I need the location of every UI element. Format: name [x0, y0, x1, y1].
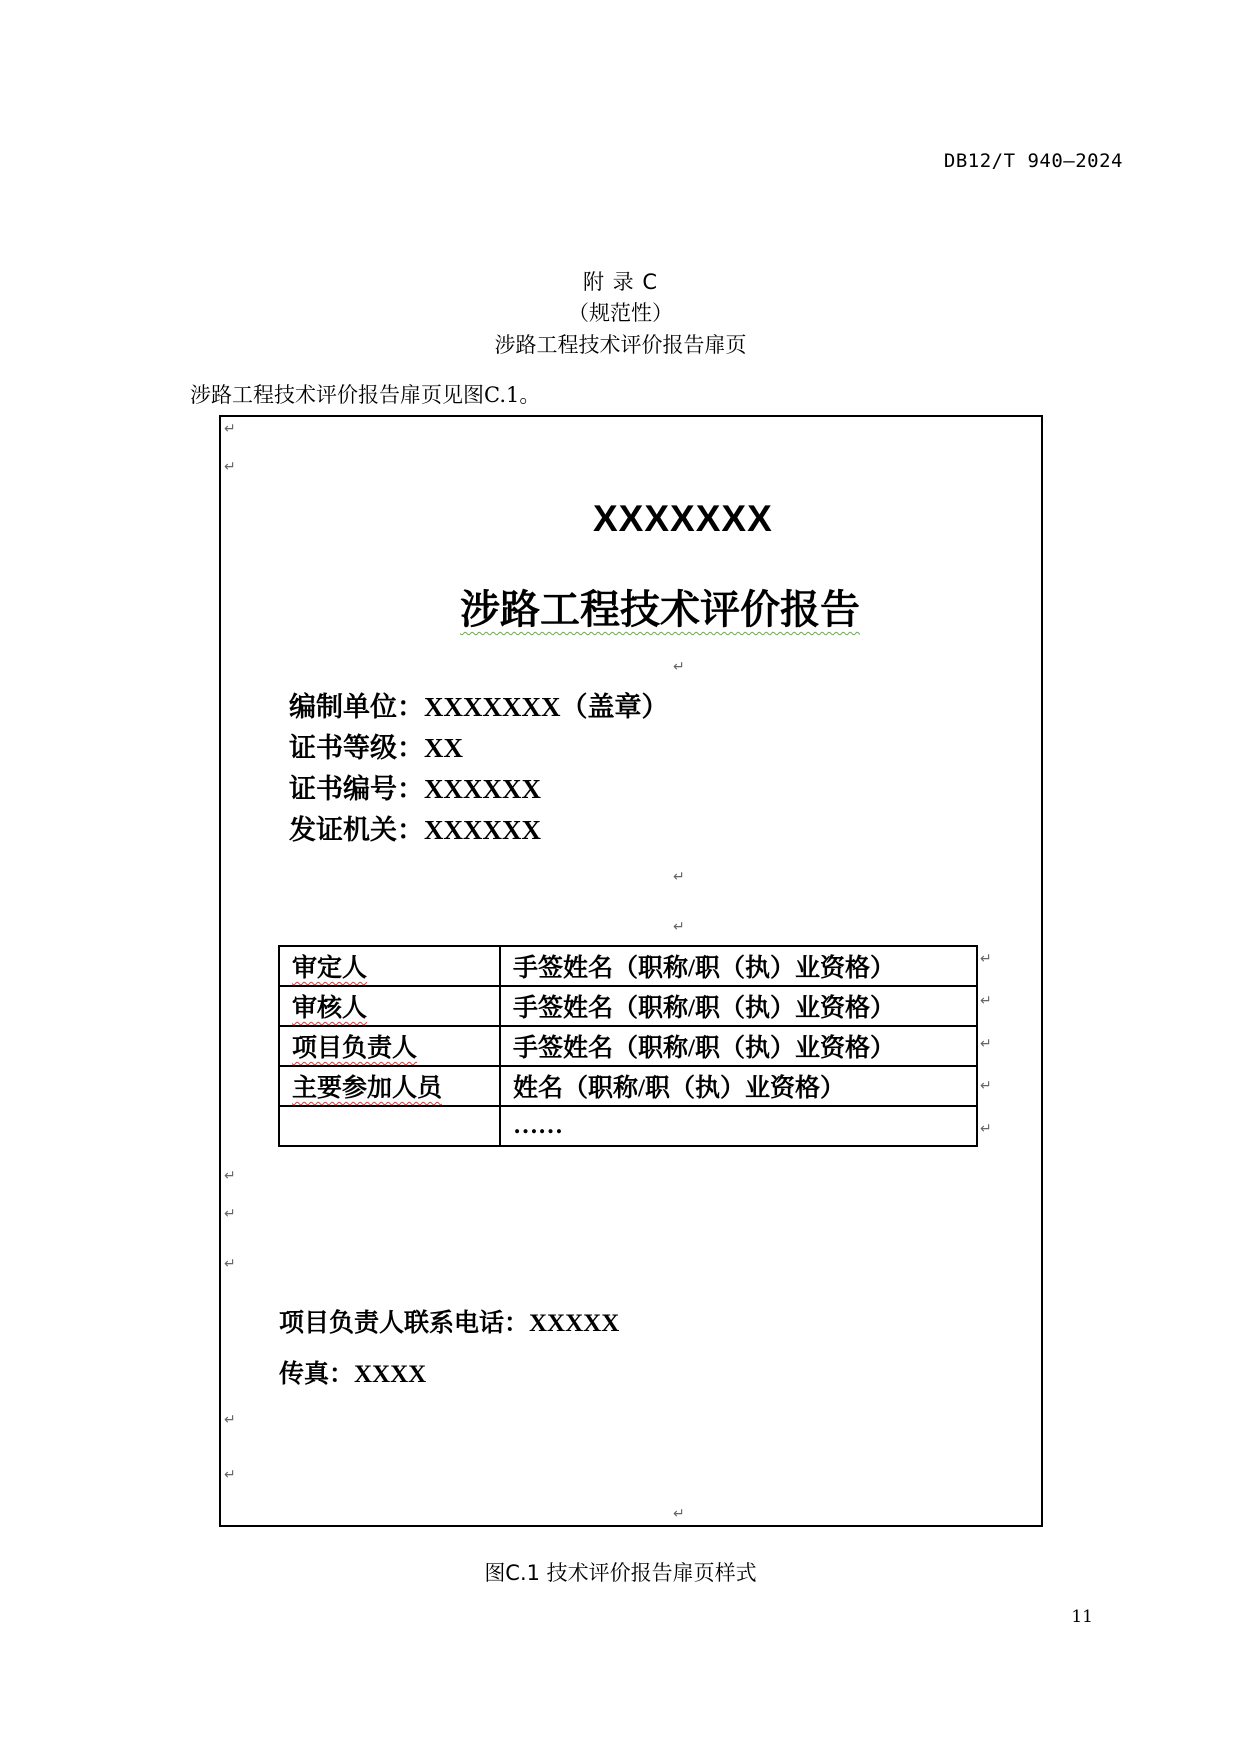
table-cell-role — [279, 1106, 500, 1146]
info-row-cert-no — [289, 767, 541, 806]
contact-phone: 项目负责人联系电话：XXXXX — [279, 1310, 620, 1337]
table-row — [279, 986, 977, 1026]
table-cell-role: 项目负责人 — [279, 1026, 500, 1066]
paragraph-mark: ↵ — [224, 1256, 236, 1272]
paragraph-mark: ↵ — [673, 659, 685, 675]
table-row — [279, 1026, 977, 1066]
signature-table — [278, 945, 978, 1147]
info-label: 编制单位： — [289, 692, 424, 722]
table-row — [279, 946, 977, 986]
intro-paragraph: 涉路工程技术评价报告扉页见图C.1。 — [190, 383, 541, 407]
info-label: 证书等级： — [289, 733, 424, 763]
info-row-org — [289, 685, 669, 724]
info-label: 证书编号： — [289, 774, 424, 804]
table-cell-role: 审定人 — [279, 946, 500, 986]
table-cell-detail: 手签姓名（职称/职（执）业资格） — [500, 986, 977, 1026]
appendix-label: 附 录 C — [582, 270, 658, 294]
paragraph-mark: ↵ — [673, 919, 685, 935]
paragraph-mark: ↵ — [980, 993, 992, 1009]
report-title-text: 涉路工程技术评价报告 — [460, 587, 860, 633]
appendix-title: 涉路工程技术评价报告扉页 — [494, 333, 747, 357]
table-cell-detail: 手签姓名（职称/职（执）业资格） — [500, 946, 977, 986]
paragraph-mark: ↵ — [224, 1168, 236, 1184]
info-label: 发证机关： — [289, 815, 424, 845]
table-row — [279, 1106, 977, 1146]
paragraph-mark: ↵ — [673, 1506, 685, 1522]
table-cell-role: 主要参加人员 — [279, 1066, 500, 1106]
info-value: XXXXXX — [424, 774, 541, 804]
info-row-issuer — [289, 808, 541, 847]
paragraph-mark: ↵ — [980, 1121, 992, 1137]
info-value: XX — [424, 733, 463, 763]
info-value: XXXXXXX（盖章） — [424, 692, 669, 722]
table-cell-role: 审核人 — [279, 986, 500, 1026]
document-code: DB12/T 940—2024 — [943, 150, 1123, 172]
sample-report-title — [460, 578, 860, 635]
table-cell-detail: …… — [500, 1106, 977, 1146]
info-row-grade — [289, 726, 463, 765]
paragraph-mark: ↵ — [224, 1206, 236, 1222]
table-row — [279, 1066, 977, 1106]
paragraph-mark: ↵ — [224, 1412, 236, 1428]
page-number: 11 — [1071, 1607, 1093, 1627]
contact-fax: 传真：XXXX — [279, 1361, 427, 1388]
figure-caption: 图C.1 技术评价报告扉页样式 — [484, 1561, 757, 1585]
table-cell-detail: 姓名（职称/职（执）业资格） — [500, 1066, 977, 1106]
info-value: XXXXXX — [424, 815, 541, 845]
paragraph-mark: ↵ — [224, 1467, 236, 1483]
paragraph-mark: ↵ — [980, 951, 992, 967]
paragraph-mark: ↵ — [224, 459, 236, 475]
paragraph-mark: ↵ — [980, 1036, 992, 1052]
sample-org-title: XXXXXXX — [593, 498, 773, 539]
paragraph-mark: ↵ — [980, 1078, 992, 1094]
paragraph-mark: ↵ — [673, 869, 685, 885]
appendix-normative: （规范性） — [568, 301, 673, 325]
paragraph-mark: ↵ — [224, 421, 236, 437]
table-cell-detail: 手签姓名（职称/职（执）业资格） — [500, 1026, 977, 1066]
